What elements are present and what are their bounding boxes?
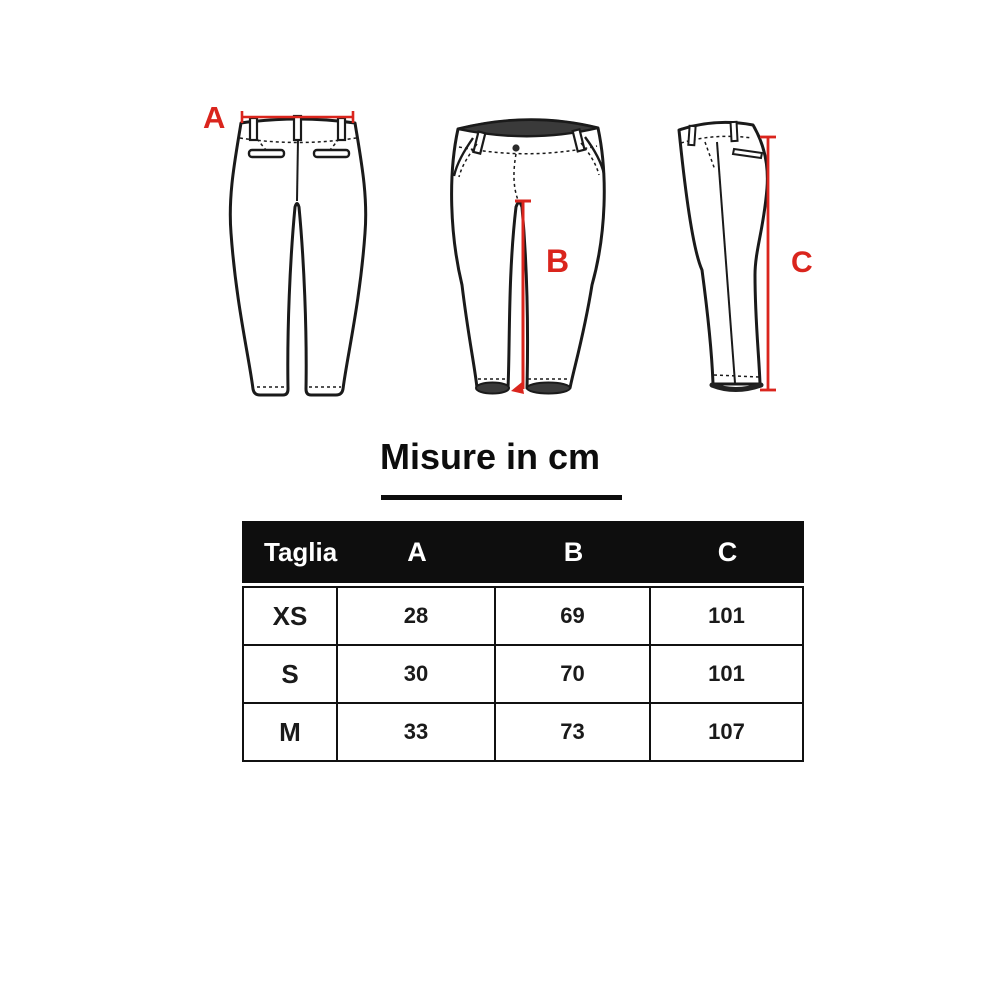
header-cell-taglia: Taglia bbox=[264, 536, 338, 567]
belt-loop bbox=[688, 126, 695, 145]
size-table-header-row bbox=[242, 521, 804, 583]
size-table-body bbox=[242, 586, 804, 762]
measure-label-b: B bbox=[546, 243, 570, 279]
belt-loop bbox=[338, 118, 345, 140]
value-cell-b: 70 bbox=[496, 646, 651, 702]
value-cell-c: 101 bbox=[708, 603, 745, 628]
value-cell-a: 30 bbox=[338, 646, 496, 702]
value-cell-c: 101 bbox=[708, 661, 745, 686]
measure-label-c: C bbox=[791, 246, 813, 279]
value-cell-b: 69 bbox=[496, 588, 651, 644]
section-title: Misure in cm bbox=[379, 436, 601, 477]
header-cell-c: C bbox=[717, 536, 738, 567]
table-row-s bbox=[244, 646, 802, 704]
back-welt-pocket bbox=[314, 150, 349, 157]
value-cell-a: 33 bbox=[338, 704, 496, 760]
header-cell-b: B bbox=[563, 536, 584, 567]
belt-loop bbox=[294, 116, 301, 140]
belt-loop bbox=[731, 122, 738, 141]
center-back-seam bbox=[297, 139, 298, 201]
pants-side-outline bbox=[679, 122, 767, 384]
measure-label-a: A bbox=[203, 100, 226, 135]
value-cell-c: 107 bbox=[708, 719, 745, 744]
value-cell-b: 73 bbox=[496, 704, 651, 760]
leg-opening-shadow bbox=[476, 383, 509, 394]
size-label-cell: XS bbox=[244, 588, 338, 644]
size-label-cell: M bbox=[244, 704, 338, 760]
pants-front-outline bbox=[452, 120, 605, 388]
measure-arrowhead bbox=[511, 382, 524, 394]
table-row-m bbox=[244, 704, 802, 760]
waist-button bbox=[512, 144, 519, 151]
belt-loop bbox=[250, 118, 257, 140]
leg-opening-shadow bbox=[527, 383, 570, 394]
table-row-xs bbox=[244, 588, 802, 646]
header-cell-a: A bbox=[407, 536, 427, 567]
size-label-cell: S bbox=[244, 646, 338, 702]
back-welt-pocket bbox=[249, 150, 284, 157]
pants-front-view-diagram bbox=[440, 95, 620, 415]
pants-back-view-diagram bbox=[195, 95, 385, 415]
value-cell-a: 28 bbox=[338, 588, 496, 644]
size-table bbox=[242, 521, 804, 762]
title-underline bbox=[381, 495, 622, 500]
pants-side-view-diagram bbox=[655, 100, 815, 410]
hem-edge-shadow bbox=[712, 385, 761, 390]
